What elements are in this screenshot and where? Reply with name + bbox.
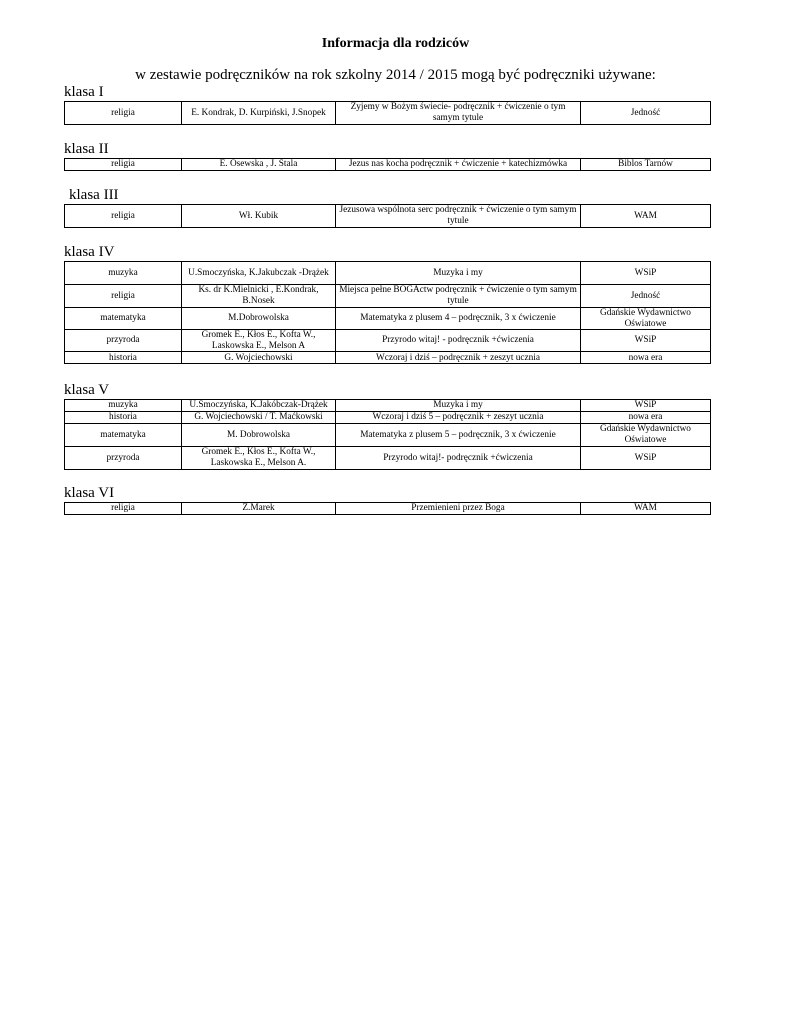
table-row — [65, 262, 711, 285]
textbook-table — [64, 261, 711, 364]
page-title: Informacja dla rodziców — [321, 36, 470, 51]
authors-cell: Gromek E., Kłos E., Kofta W., Laskowska E., Melson A. — [182, 447, 336, 470]
subject-cell: religia — [65, 102, 182, 125]
page-subtitle: w zestawie podręczników na rok szkolny 2014 / 2015 mogą być podręczniki używane: — [135, 67, 656, 83]
title-cell: Przemienieni przez Boga — [336, 503, 581, 515]
table-row — [65, 400, 711, 412]
publisher-cell: WAM — [581, 503, 711, 515]
section-klasa-4 — [64, 244, 710, 364]
authors-cell: M. Dobrowolska — [182, 424, 336, 447]
section-klasa-5 — [64, 382, 710, 470]
section-heading: klasa II — [64, 141, 109, 157]
table-row — [65, 424, 711, 447]
title-cell: Przyrodo witaj! - podręcznik +ćwiczenia — [336, 330, 581, 352]
authors-cell: Wł. Kubik — [182, 205, 336, 228]
publisher-cell: WSiP — [581, 447, 711, 470]
section-heading: klasa VI — [64, 485, 115, 501]
table-row — [65, 447, 711, 470]
title-cell: Miejsca pełne BOGActw podręcznik + ćwiczenie o tym samym tytule — [336, 285, 581, 308]
authors-cell: E. Osewska , J. Stala — [182, 159, 336, 171]
title-cell: Matematyka z plusem 4 – podręcznik, 3 x ćwiczenie — [336, 308, 581, 330]
section-klasa-1 — [64, 84, 710, 125]
publisher-cell: WSiP — [581, 400, 711, 412]
authors-cell: Gromek E., Kłos E., Kofta W., Laskowska E., Melson A — [182, 330, 336, 352]
subject-cell: religia — [65, 205, 182, 228]
table-row — [65, 205, 711, 228]
authors-cell: U.Smoczyńska, K.Jakóbczak-Drążek — [182, 400, 336, 412]
subject-cell: religia — [65, 285, 182, 308]
publisher-cell: Jedność — [581, 102, 711, 125]
title-cell: Żyjemy w Bożym świecie- podręcznik + ćwiczenie o tym samym tytule — [336, 102, 581, 125]
title-cell: Wczoraj i dziś – podręcznik + zeszyt ucznia — [336, 352, 581, 364]
subject-cell: przyroda — [65, 330, 182, 352]
title-cell: Wczoraj i dziś 5 – podręcznik + zeszyt ucznia — [336, 412, 581, 424]
section-heading: klasa IV — [64, 244, 115, 260]
textbook-table — [64, 399, 711, 470]
authors-cell: G. Wojciechowski — [182, 352, 336, 364]
table-row — [65, 503, 711, 515]
title-cell: Jezus nas kocha podręcznik + ćwiczenie + katechizmówka — [336, 159, 581, 171]
title-cell: Muzyka i my — [336, 262, 581, 285]
textbook-table — [64, 502, 711, 515]
textbook-table — [64, 204, 711, 228]
authors-cell: U.Smoczyńska, K.Jakubczak -Drążek — [182, 262, 336, 285]
authors-cell: E. Kondrak, D. Kurpiński, J.Snopek — [182, 102, 336, 125]
table-row — [65, 352, 711, 364]
publisher-cell: WAM — [581, 205, 711, 228]
textbook-table — [64, 158, 711, 171]
subject-cell: matematyka — [65, 424, 182, 447]
table-row — [65, 412, 711, 424]
title-cell: Przyrodo witaj!- podręcznik +ćwiczenia — [336, 447, 581, 470]
subject-cell: religia — [65, 159, 182, 171]
publisher-cell: Biblos Tarnów — [581, 159, 711, 171]
authors-cell: G. Wojciechowski / T. Maćkowski — [182, 412, 336, 424]
publisher-cell: WSiP — [581, 330, 711, 352]
publisher-cell: Gdańskie Wydawnictwo Oświatowe — [581, 424, 711, 447]
subject-cell: religia — [65, 503, 182, 515]
publisher-cell: Jedność — [581, 285, 711, 308]
subject-cell: muzyka — [65, 262, 182, 285]
subject-cell: matematyka — [65, 308, 182, 330]
section-heading: klasa I — [64, 84, 104, 100]
section-klasa-3 — [64, 187, 710, 228]
table-row — [65, 102, 711, 125]
table-row — [65, 159, 711, 171]
section-klasa-6 — [64, 485, 710, 515]
title-cell: Matematyka z plusem 5 – podręcznik, 3 x ćwiczenie — [336, 424, 581, 447]
section-heading: klasa V — [64, 382, 110, 398]
publisher-cell: nowa era — [581, 412, 711, 424]
table-row — [65, 330, 711, 352]
publisher-cell: Gdańskie Wydawnictwo Oświatowe — [581, 308, 711, 330]
subject-cell: przyroda — [65, 447, 182, 470]
authors-cell: Z.Marek — [182, 503, 336, 515]
authors-cell: Ks. dr K.Mielnicki , E.Kondrak, B.Nosek — [182, 285, 336, 308]
publisher-cell: nowa era — [581, 352, 711, 364]
title-cell: Muzyka i my — [336, 400, 581, 412]
section-klasa-2 — [64, 141, 710, 171]
subject-cell: historia — [65, 352, 182, 364]
textbook-table — [64, 101, 711, 125]
title-cell: Jezusowa wspólnota serc podręcznik + ćwiczenie o tym samym tytule — [336, 205, 581, 228]
table-row — [65, 285, 711, 308]
publisher-cell: WSiP — [581, 262, 711, 285]
table-row — [65, 308, 711, 330]
subject-cell: historia — [65, 412, 182, 424]
section-heading: klasa III — [69, 187, 119, 203]
authors-cell: M.Dobrowolska — [182, 308, 336, 330]
subject-cell: muzyka — [65, 400, 182, 412]
